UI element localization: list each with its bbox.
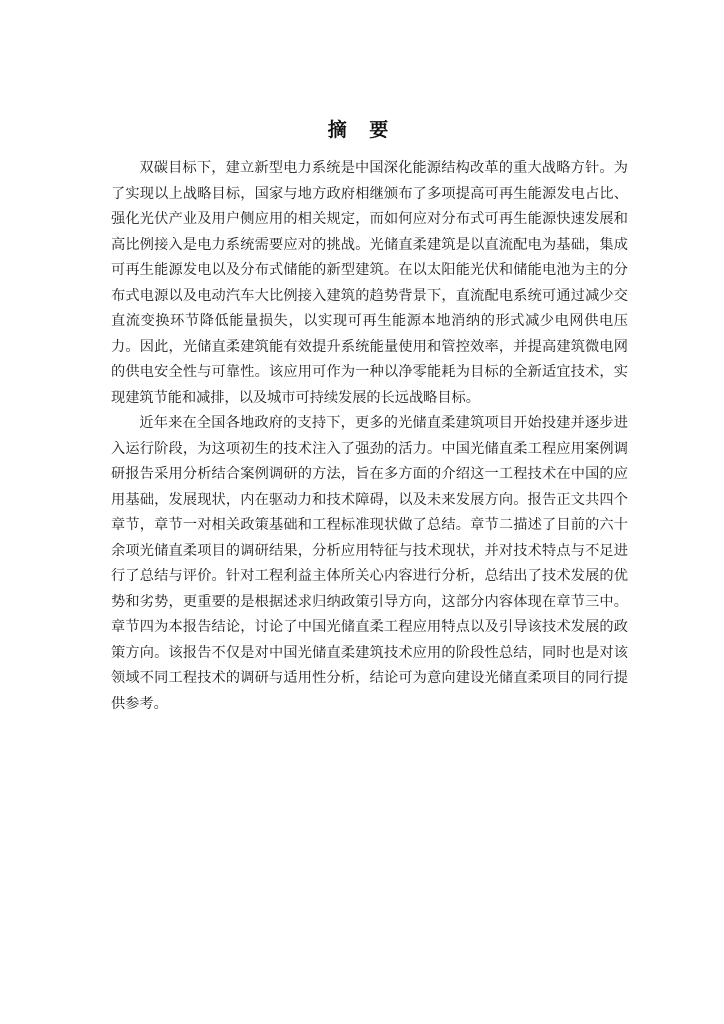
abstract-paragraph-2: 近年来在全国各地政府的支持下，更多的光储直柔建筑项目开始投建并逐步进入运行阶段，为这项初生的技术注入了强劲的活力。中国光储直柔工程应用案例调研报告采用分析结合案例调研的方法，旨在多方面的介绍这一工程技术在中国的应用基础，发展现状，内在驱动力和技术障碍，以及未来发展方向。报告正文共四个章节，章节一对相关政策基础和工程标准现状做了总结。章节二描述了目前的六十余项光储直柔项目的调研结果，分析应用特征与技术现状，并对技术特点与不足进行了总结与评价。针对工程利益主体所关心内容进行分析，总结出了技术发展的优势和劣势，更重要的是根据述求归纳政策引导方向，这部分内容体现在章节三中。章节四为本报告结论，讨论了中国光储直柔工程应用特点以及引导该技术发展的政策方向。该报告不仅是对中国光储直柔建筑技术应用的阶段性总结，同时也是对该领域不同工程技术的调研与适用性分析，结论可为意向建设光储直柔项目的同行提供参考。 (111, 415, 628, 712)
abstract-body (111, 156, 628, 717)
abstract-paragraph-1: 双碳目标下，建立新型电力系统是中国深化能源结构改革的重大战略方针。为了实现以上战略目标，国家与地方政府相继颁布了多项提高可再生能源发电占比、强化光伏产业及用户侧应用的相关规定，而如何应对分布式可再生能源快速发展和高比例接入是电力系统需要应对的挑战。光储直柔建筑是以直流配电为基础，集成可再生能源发电以及分布式储能的新型建筑。在以太阳能光伏和储能电池为主的分布式电源以及电动汽车大比例接入建筑的趋势背景下，直流配电系统可通过减少交直流变换环节降低能量损失，以实现可再生能源本地消纳的形式减少电网供电压力。因此，光储直柔建筑能有效提升系统能量使用和管控效率，并提高建筑微电网的供电安全性与可靠性。该应用可作为一种以净零能耗为目标的全新适宜技术，实现建筑节能和减排，以及城市可持续发展的长远战略目标。 (111, 160, 628, 406)
abstract-title: 摘 要 (327, 119, 397, 141)
